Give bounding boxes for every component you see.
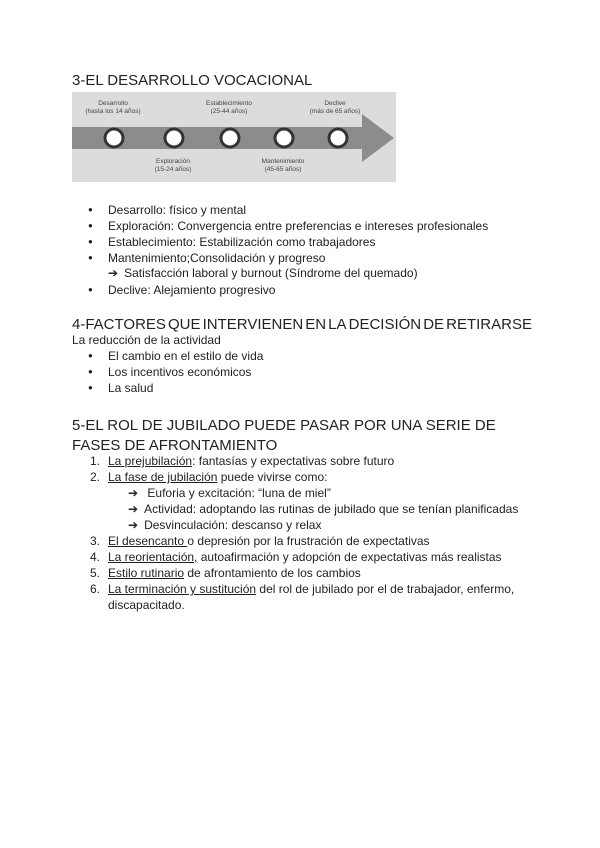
item-term: El desencanto [108,534,188,548]
stage-name: Desarrollo [98,100,128,107]
stage-name: Establecimiento [206,100,252,107]
timeline-node-desarrollo [105,129,123,147]
stage-range: (hasta los 14 años) [85,108,141,115]
item-number: 1. [90,454,101,468]
sub-list-item [108,266,418,280]
sub-list-item [90,485,548,501]
arrow-icon: ➔ [108,266,119,280]
phases-list [90,453,548,613]
list-item-text: El cambio en el estilo de vida [108,349,264,363]
item-number: 5. [90,566,101,580]
item-text: autoafirmación y adopción de expectativas más realistas [197,550,502,564]
stage-label-establecimiento [194,100,264,116]
list-item [90,380,263,396]
item-number: 6. [90,582,101,596]
arrow-icon: ➔ [128,518,139,532]
item-term: La prejubilación [108,454,193,468]
item-text: puede vivirse como: [217,470,328,484]
list-item [90,250,488,266]
item-text: : fantasías y expectativas sobre futuro [192,454,395,468]
item-text: Euforia y excitación: “luna de miel” [144,486,331,500]
item-text: del rol de jubilado por el de trabajador, enfermo, discapacitado. [108,582,515,612]
arrow-icon: ➔ [128,502,139,516]
timeline-node-mantenimiento [275,129,293,147]
item-term: La fase de jubilación [108,470,218,484]
factors-list [90,348,263,396]
list-item [90,533,548,549]
item-text: Actividad: adoptando las rutinas de jubilado que se tenían planificadas [144,502,519,516]
list-item [90,282,275,298]
title-word: QUE [168,316,201,333]
list-item-text: Satisfacción laboral y burnout (Síndrome del quemado) [124,266,418,280]
list-item [90,234,488,250]
vocational-stages-list [90,202,488,266]
stage-label-exploracion [138,158,208,174]
item-term: La terminación y sustitución [108,582,257,596]
vocational-timeline-figure [72,92,396,182]
list-item-text: Declive: Alejamiento progresivo [108,283,276,297]
timeline-node-declive [329,129,347,147]
stage-name: Exploración [156,158,190,165]
list-item-text: Exploración: Convergencia entre preferencias e intereses profesionales [108,219,489,233]
list-item [90,469,548,485]
title-word: RETIRARSE [446,316,532,333]
title-word: DE [423,316,445,333]
list-item [90,348,263,364]
list-item [90,549,548,565]
stage-label-mantenimiento [248,158,318,174]
title-word: INTERVIENEN [202,316,304,333]
stage-range: (más de 65 años) [309,108,361,115]
list-item [90,364,263,380]
stage-label-desarrollo [78,100,148,116]
sub-list-item [90,501,548,517]
title-word: LA [328,316,347,333]
timeline-node-exploracion [165,129,183,147]
list-item [90,453,548,469]
item-term: La reorientación, [108,550,198,564]
list-item [90,218,488,234]
item-text: Desvinculación: descanso y relax [144,518,322,532]
stage-label-declive [300,100,370,116]
list-item-text: La salud [108,381,154,395]
title-word: 4-FACTORES [72,316,166,333]
list-item-text: Establecimiento: Estabilización como trabajadores [108,235,376,249]
item-number: 3. [90,534,101,548]
list-item [90,565,548,581]
stage-name: Mantenimiento [261,158,305,165]
item-number: 4. [90,550,101,564]
sub-list-item [90,517,548,533]
stage-range: (15-24 años) [154,166,192,173]
list-item-text: Los incentivos económicos [108,365,252,379]
item-text: de afrontamiento de los cambios [184,566,361,580]
vocational-stages-list-cont [90,282,275,298]
timeline-node-establecimiento [221,129,239,147]
stage-range: (45-65 años) [264,166,302,173]
item-term: Estilo rutinario [108,566,185,580]
list-item-text: Desarrollo: físico y mental [108,203,247,217]
list-item [90,202,488,218]
list-item-text: Mantenimiento;Consolidación y progreso [108,251,326,265]
title-word: DECISIÓN [348,316,422,333]
section-title-desarrollo-vocacional: 3-EL DESARROLLO VOCACIONAL [72,72,313,89]
stage-name: Declive [324,100,346,107]
section-title-factores [72,316,532,333]
stage-range: (25-44 años) [210,108,248,115]
arrow-icon: ➔ [128,486,139,500]
section-title-rol-jubilado: 5-EL ROL DE JUBILADO PUEDE PASAR POR UNA SERIE DE FASES DE AFRONTAMIENTO [72,417,496,454]
title-word: EN [305,316,327,333]
list-item [90,581,548,613]
item-number: 2. [90,470,101,484]
section-subtitle: La reducción de la actividad [72,333,221,347]
item-text: o depresión por la frustración de expectativas [187,534,430,548]
